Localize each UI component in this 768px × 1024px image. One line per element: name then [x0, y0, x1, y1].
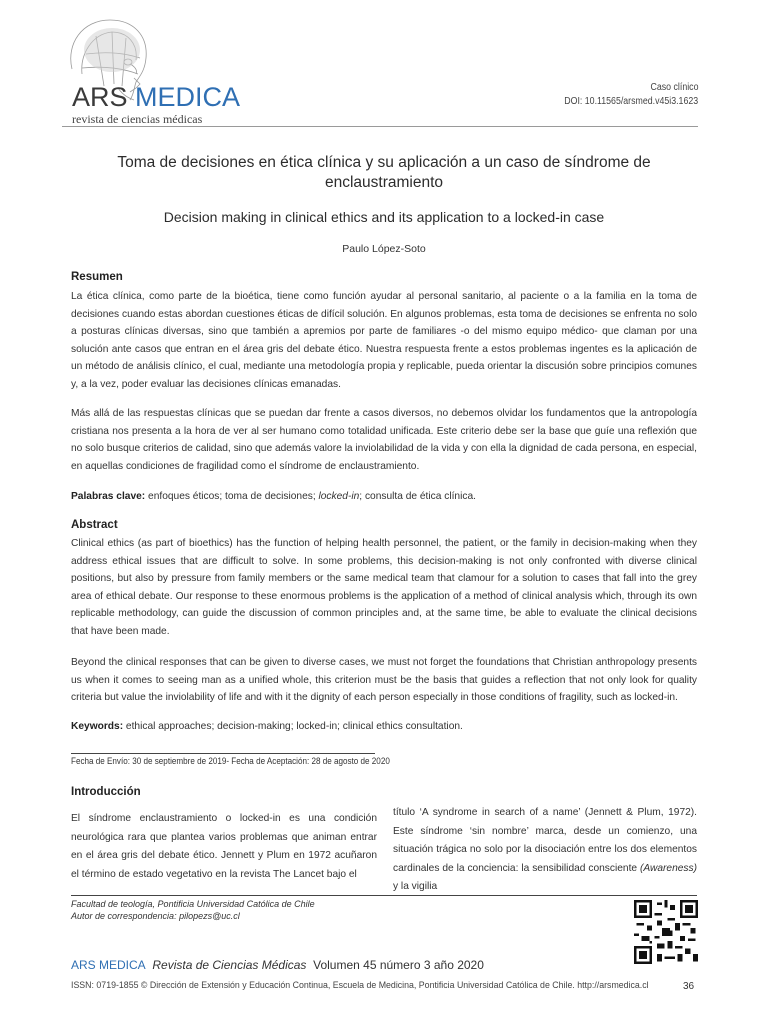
dates-divider — [71, 753, 375, 754]
intro-column-left: El síndrome enclaustramiento o locked-in es una condición neurológica rara que plantea varios problemas que animan entrar en el área gris del debate ético. Jennett y Plum en 1972 acuñaron el término de estado vegetativo en la revista The Lancet bajo el — [71, 813, 377, 880]
keywords-es-italic: locked-in — [318, 491, 360, 502]
page-number: 36 — [683, 981, 695, 992]
intro-column-right — [393, 804, 697, 897]
issn-line: ISSN: 0719-1855 © Dirección de Extensión y Educación Continua, Escuela de Medicina, Pontificia Universidad Católica de Chile. http://arsmedica.cl — [71, 980, 649, 990]
corresponding-author[interactable]: Autor de correspondencia: pilopezs@uc.cl — [71, 911, 240, 921]
keywords-label-en: Keywords: — [71, 721, 124, 732]
journal-logo — [72, 84, 240, 111]
qr-code-icon[interactable] — [634, 900, 698, 964]
submission-dates: Fecha de Envío: 30 de septiembre de 2019- Fecha de Aceptación: 28 de agosto de 2020 — [71, 756, 390, 766]
header-divider — [62, 126, 698, 127]
resumen-heading: Resumen — [71, 271, 123, 283]
logo-medica: MEDICA — [135, 82, 241, 112]
intro-right-b: y la vigilia — [393, 881, 438, 893]
logo-ars: ARS — [72, 82, 128, 112]
doi-link[interactable]: DOI: 10.11565/arsmed.v45i3.1623 — [564, 96, 698, 107]
intro-right-a: título ‘A syndrome in search of a name’ (Jennett & Plum, 1972). Este síndrome ‘sin nombre’ marca, desde un comienzo, una situación trágica no solo por la disociación entre los dos elementos cardinales de la conciencia: la sensibilidad consciente — [393, 807, 697, 874]
journal-subtitle: Revista de Ciencias Médicas — [152, 958, 307, 972]
logo-subtitle: revista de ciencias médicas — [72, 112, 203, 126]
intro-heading: Introducción — [71, 786, 141, 798]
footnote-divider — [71, 895, 697, 896]
intro-right-italic: (Awareness) — [640, 862, 697, 874]
journal-name: ARS MEDICA — [71, 958, 146, 972]
resumen-keywords — [71, 488, 697, 506]
journal-footer — [71, 958, 484, 972]
title-english: Decision making in clinical ethics and its application to a locked-in case — [163, 209, 605, 225]
article-type: Caso clínico — [650, 82, 698, 93]
affiliation — [71, 898, 315, 922]
affiliation-line: Facultad de teología, Pontificia Universidad Católica de Chile — [71, 899, 315, 909]
keywords-es-b: ; consulta de ética clínica. — [359, 491, 476, 502]
resumen-paragraph-1: La ética clínica, como parte de la bioética, tiene como función ayudar al personal sanitario, al paciente o a la familia en la toma de decisiones cuando estas abordan cuestiones éticas de difícil solución. En algunos problemas, esta toma de decisiones se enfrenta no solo a posturas clínicas diversas, sino que también a apremios por parte de familiares -o del mismo equipo médico- que claman por una solución ante casos que entran en el área gris del debate ético. Nuestra respuesta frente a estos problemas ingentes es la aplicación de un método de análisis clínico, el cual, mediante una metodología propia y replicable, pueda orientar la discusión sobre principios comunes y, a la vez, poder evaluar las decisiones clínicas emanadas. — [71, 291, 697, 390]
title-spanish: Toma de decisiones en ética clínica y su aplicación a un caso de síndrome de enclaustramiento — [117, 154, 651, 191]
keywords-label-es: Palabras clave: — [71, 491, 146, 502]
resumen-paragraph-2: Más allá de las respuestas clínicas que se puedan dar frente a casos diversos, no debemos olvidar los fundamentos que la antropología cristiana nos presenta a la hora de ver al ser humano como totalidad unificada. Este criterio debe ser la base que guíe una reflexión que no solo busque criterios de calidad, sino que además valore la inviolabilidad de la vida y con ella la dignidad de cada persona, en especial, en aquellas condiciones de fragilidad como el síndrome de enclaustramiento. — [71, 408, 697, 472]
abstract-paragraph-2: Beyond the clinical responses that can be given to diverse cases, we must not forget the foundations that Christian anthropology presents us when it comes to seeing man as a unified whole, this criterion must be the basis that guides a reflection that not only look for quality criteria but value the inviolability of life and with it the dignity of each person especially in those conditions of fragility, such as locked-in. — [71, 657, 697, 704]
author: Paulo López-Soto — [342, 243, 426, 255]
abstract-paragraph-1: Clinical ethics (as part of bioethics) has the function of helping health personnel, the patient, or the family in decision-making when they address ethical issues that are difficult to solve. In some problems, this decision-making is not only confronted with diverse clinical positions, but also by pressure from family members or the same medical team that clamour for a solution to cases that fall into the grey area of ethical debate. Our response to these enormous problems is the application of a method of clinical analysis which, through its own replicable methodology, can guide the discussion of common principles and, at the same time, be able to evaluate the clinical decisions that have been made. — [71, 538, 697, 637]
abstract-keywords — [71, 718, 697, 736]
journal-volume: Volumen 45 número 3 año 2020 — [313, 958, 484, 972]
keywords-es-a: enfoques éticos; toma de decisiones; — [145, 491, 319, 502]
abstract-heading: Abstract — [71, 519, 118, 531]
keywords-en: ethical approaches; decision-making; locked-in; clinical ethics consultation. — [123, 721, 463, 732]
